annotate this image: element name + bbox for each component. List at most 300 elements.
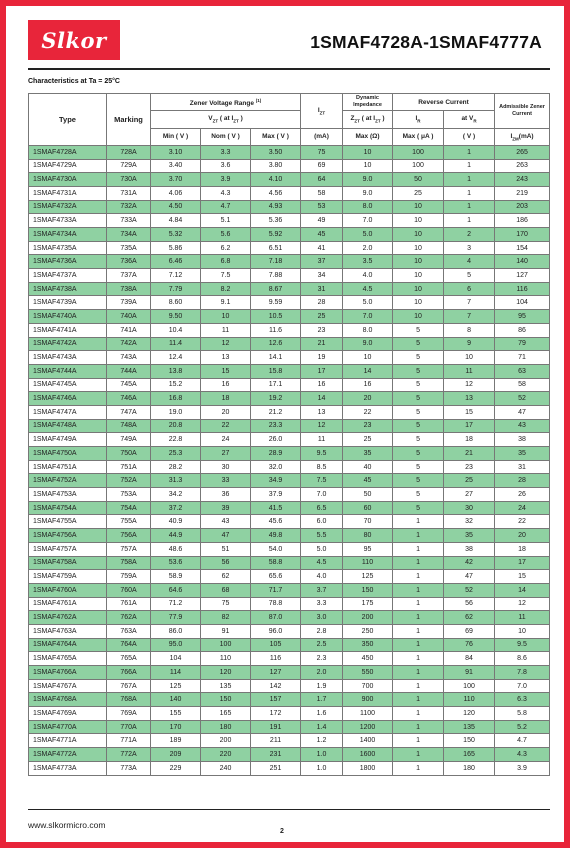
cell-vz-nom: 240 [201,761,251,775]
cell-izt: 3.0 [301,611,343,625]
cell-type: 1SMAF4771A [29,734,107,748]
header-at-vr: at $V_R$ [444,111,495,128]
cell-zzt: 1400 [343,734,393,748]
cell-ir: 10 [393,214,444,228]
cell-type: 1SMAF4772A [29,748,107,762]
cell-izt: 6.5 [301,501,343,515]
cell-vz-min: 189 [151,734,201,748]
cell-marking: 759A [107,570,151,584]
cell-zzt: 95 [343,542,393,556]
table-body [29,145,550,775]
cell-izm: 3.9 [495,761,550,775]
cell-marking: 734A [107,228,151,242]
cell-vz-min: 28.2 [151,460,201,474]
cell-izm: 12 [495,597,550,611]
cell-marking: 763A [107,624,151,638]
cell-type: 1SMAF4745A [29,378,107,392]
cell-vr: 32 [444,515,495,529]
cell-zzt: 1600 [343,748,393,762]
cell-izm: 71 [495,351,550,365]
cell-zzt: 60 [343,501,393,515]
cell-izt: 4.5 [301,556,343,570]
cell-vz-min: 5.32 [151,228,201,242]
cell-izm: 9.5 [495,638,550,652]
cell-ir: 10 [393,310,444,324]
cell-izm: 265 [495,145,550,159]
table-row [29,269,550,283]
cell-marking: 735A [107,241,151,255]
cell-ir: 1 [393,720,444,734]
cell-vz-nom: 100 [201,638,251,652]
header-dynamic-impedance: Dynamic Impedance [343,94,393,111]
cell-zzt: 35 [343,447,393,461]
cell-vz-max: 157 [251,693,301,707]
cell-vr: 38 [444,542,495,556]
cell-izm: 28 [495,474,550,488]
cell-vr: 5 [444,269,495,283]
cell-izt: 7.5 [301,474,343,488]
cell-vz-nom: 30 [201,460,251,474]
cell-izm: 5.8 [495,707,550,721]
cell-vz-nom: 165 [201,707,251,721]
cell-zzt: 175 [343,597,393,611]
table-row [29,419,550,433]
cell-vr: 7 [444,310,495,324]
cell-type: 1SMAF4749A [29,433,107,447]
cell-vr: 42 [444,556,495,570]
cell-vz-nom: 43 [201,515,251,529]
cell-vr: 150 [444,734,495,748]
cell-vz-max: 7.88 [251,269,301,283]
cell-marking: 764A [107,638,151,652]
cell-izt: 1.9 [301,679,343,693]
table-row [29,282,550,296]
table-row [29,310,550,324]
cell-marking: 750A [107,447,151,461]
cell-vr: 1 [444,200,495,214]
cell-vz-min: 4.50 [151,200,201,214]
cell-zzt: 5.0 [343,296,393,310]
cell-type: 1SMAF4752A [29,474,107,488]
cell-vz-nom: 6.2 [201,241,251,255]
cell-zzt: 250 [343,624,393,638]
cell-ir: 5 [393,405,444,419]
cell-vr: 52 [444,583,495,597]
cell-izt: 1.2 [301,734,343,748]
cell-izt: 31 [301,282,343,296]
cell-izm: 15 [495,570,550,584]
cell-izm: 8.6 [495,652,550,666]
cell-vz-min: 5.86 [151,241,201,255]
cell-vz-nom: 9.1 [201,296,251,310]
table-row [29,378,550,392]
unit-izm: $I_{ZM}(mA)$ [495,128,550,145]
cell-izm: 116 [495,282,550,296]
cell-ir: 5 [393,447,444,461]
header-admissible-zener-current: Admissible Zener Current [495,94,550,129]
cell-marking: 762A [107,611,151,625]
cell-izt: 25 [301,310,343,324]
cell-vz-max: 9.59 [251,296,301,310]
unit-izt: (mA) [301,128,343,145]
cell-zzt: 8.0 [343,323,393,337]
cell-ir: 100 [393,145,444,159]
cell-vz-max: 26.0 [251,433,301,447]
cell-vz-min: 19.0 [151,405,201,419]
cell-vz-nom: 56 [201,556,251,570]
header-divider [28,68,550,70]
cell-vz-min: 7.12 [151,269,201,283]
cell-ir: 5 [393,364,444,378]
cell-ir: 50 [393,173,444,187]
cell-vz-max: 71.7 [251,583,301,597]
table-row [29,542,550,556]
cell-vz-max: 37.9 [251,488,301,502]
cell-ir: 5 [393,460,444,474]
table-row [29,488,550,502]
cell-marking: 732A [107,200,151,214]
cell-vz-min: 25.3 [151,447,201,461]
cell-izt: 9.5 [301,447,343,461]
cell-zzt: 70 [343,515,393,529]
cell-vr: 84 [444,652,495,666]
cell-vr: 3 [444,241,495,255]
cell-vz-max: 4.10 [251,173,301,187]
cell-ir: 1 [393,652,444,666]
cell-izm: 154 [495,241,550,255]
cell-marking: 754A [107,501,151,515]
cell-marking: 746A [107,392,151,406]
table-row [29,433,550,447]
cell-izt: 1.6 [301,707,343,721]
cell-izt: 16 [301,378,343,392]
cell-vr: 10 [444,351,495,365]
cell-type: 1SMAF4734A [29,228,107,242]
cell-vz-max: 191 [251,720,301,734]
cell-izt: 13 [301,405,343,419]
table-row [29,679,550,693]
cell-zzt: 50 [343,488,393,502]
cell-type: 1SMAF4770A [29,720,107,734]
cell-vz-nom: 39 [201,501,251,515]
cell-izt: 45 [301,228,343,242]
footer-divider [28,809,550,810]
cell-vz-max: 65.6 [251,570,301,584]
table-row [29,255,550,269]
cell-vr: 2 [444,228,495,242]
cell-vr: 69 [444,624,495,638]
cell-vz-nom: 47 [201,529,251,543]
cell-type: 1SMAF4728A [29,145,107,159]
cell-type: 1SMAF4732A [29,200,107,214]
cell-vz-min: 104 [151,652,201,666]
table-row [29,748,550,762]
cell-zzt: 14 [343,364,393,378]
cell-vz-min: 64.6 [151,583,201,597]
cell-izt: 14 [301,392,343,406]
cell-vz-min: 58.9 [151,570,201,584]
header-vzt: $V_{ZT}$ ( at $I_{ZT}$ ) [151,111,301,128]
cell-type: 1SMAF4765A [29,652,107,666]
cell-ir: 1 [393,638,444,652]
cell-type: 1SMAF4729A [29,159,107,173]
cell-izm: 31 [495,460,550,474]
cell-marking: 742A [107,337,151,351]
cell-izt: 34 [301,269,343,283]
cell-vr: 17 [444,419,495,433]
cell-marking: 738A [107,282,151,296]
table-row [29,186,550,200]
cell-marking: 728A [107,145,151,159]
table-row [29,447,550,461]
cell-marking: 745A [107,378,151,392]
cell-ir: 10 [393,228,444,242]
cell-ir: 1 [393,611,444,625]
table-row [29,159,550,173]
cell-vr: 62 [444,611,495,625]
cell-ir: 5 [393,433,444,447]
cell-vz-nom: 220 [201,748,251,762]
cell-zzt: 25 [343,433,393,447]
cell-ir: 1 [393,556,444,570]
cell-vz-min: 77.9 [151,611,201,625]
cell-vr: 11 [444,364,495,378]
cell-vz-min: 40.9 [151,515,201,529]
cell-zzt: 9.0 [343,173,393,187]
cell-vz-min: 155 [151,707,201,721]
cell-marking: 752A [107,474,151,488]
cell-izm: 20 [495,529,550,543]
unit-nom: Nom ( V ) [201,128,251,145]
cell-izm: 4.3 [495,748,550,762]
cell-zzt: 4.5 [343,282,393,296]
cell-izm: 140 [495,255,550,269]
table-row [29,666,550,680]
cell-marking: 733A [107,214,151,228]
table-row [29,761,550,775]
cell-vz-min: 34.2 [151,488,201,502]
cell-type: 1SMAF4762A [29,611,107,625]
cell-izm: 10 [495,624,550,638]
table-row [29,364,550,378]
cell-vz-nom: 75 [201,597,251,611]
cell-type: 1SMAF4744A [29,364,107,378]
cell-izt: 2.5 [301,638,343,652]
cell-vz-nom: 24 [201,433,251,447]
table-row [29,707,550,721]
cell-izm: 17 [495,556,550,570]
cell-vz-nom: 200 [201,734,251,748]
cell-ir: 1 [393,707,444,721]
cell-ir: 10 [393,255,444,269]
cell-vz-nom: 68 [201,583,251,597]
cell-vz-min: 53.6 [151,556,201,570]
cell-zzt: 20 [343,392,393,406]
cell-vz-max: 172 [251,707,301,721]
cell-izt: 1.7 [301,693,343,707]
cell-vz-min: 114 [151,666,201,680]
cell-vr: 110 [444,693,495,707]
cell-vz-max: 28.9 [251,447,301,461]
cell-vz-max: 58.8 [251,556,301,570]
cell-vz-min: 3.70 [151,173,201,187]
cell-vz-nom: 51 [201,542,251,556]
table-row [29,323,550,337]
cell-vz-min: 13.8 [151,364,201,378]
cell-vz-min: 86.0 [151,624,201,638]
cell-vz-nom: 62 [201,570,251,584]
cell-vz-min: 7.79 [151,282,201,296]
header-zener-voltage-range: Zener Voltage Range $^{(1)}$ [151,94,301,111]
cell-ir: 1 [393,570,444,584]
cell-vz-max: 231 [251,748,301,762]
cell-marking: 767A [107,679,151,693]
brand-logo [28,20,120,60]
cell-ir: 100 [393,159,444,173]
cell-vz-max: 21.2 [251,405,301,419]
cell-zzt: 450 [343,652,393,666]
cell-marking: 761A [107,597,151,611]
cell-type: 1SMAF4754A [29,501,107,515]
cell-vr: 56 [444,597,495,611]
cell-ir: 5 [393,378,444,392]
cell-marking: 756A [107,529,151,543]
cell-zzt: 23 [343,419,393,433]
cell-marking: 772A [107,748,151,762]
cell-vz-min: 15.2 [151,378,201,392]
cell-vz-nom: 16 [201,378,251,392]
cell-marking: 740A [107,310,151,324]
cell-marking: 730A [107,173,151,187]
table-row [29,501,550,515]
cell-zzt: 900 [343,693,393,707]
cell-vz-max: 14.1 [251,351,301,365]
cell-vz-nom: 5.1 [201,214,251,228]
cell-vz-min: 95.0 [151,638,201,652]
unit-min: Min ( V ) [151,128,201,145]
cell-vz-min: 9.50 [151,310,201,324]
cell-vz-max: 49.8 [251,529,301,543]
cell-type: 1SMAF4760A [29,583,107,597]
cell-type: 1SMAF4739A [29,296,107,310]
cell-type: 1SMAF4742A [29,337,107,351]
cell-ir: 10 [393,296,444,310]
cell-ir: 5 [393,501,444,515]
cell-vz-max: 10.5 [251,310,301,324]
cell-izm: 52 [495,392,550,406]
cell-ir: 5 [393,392,444,406]
cell-vz-nom: 7.5 [201,269,251,283]
cell-zzt: 1100 [343,707,393,721]
cell-type: 1SMAF4755A [29,515,107,529]
cell-izt: 19 [301,351,343,365]
cell-type: 1SMAF4764A [29,638,107,652]
cell-vz-nom: 4.3 [201,186,251,200]
cell-vz-min: 12.4 [151,351,201,365]
cell-vz-max: 6.51 [251,241,301,255]
cell-vz-nom: 3.6 [201,159,251,173]
cell-izt: 21 [301,337,343,351]
cell-type: 1SMAF4763A [29,624,107,638]
cell-vz-max: 116 [251,652,301,666]
cell-vr: 180 [444,761,495,775]
cell-zzt: 550 [343,666,393,680]
header-zzt: $Z_{ZT}$ ( at $I_{ZT}$ ) [343,111,393,128]
cell-zzt: 9.0 [343,186,393,200]
cell-vz-max: 19.2 [251,392,301,406]
cell-vz-min: 10.4 [151,323,201,337]
cell-vz-max: 142 [251,679,301,693]
cell-type: 1SMAF4769A [29,707,107,721]
cell-marking: 749A [107,433,151,447]
cell-vz-nom: 120 [201,666,251,680]
cell-vz-min: 229 [151,761,201,775]
cell-vz-min: 16.8 [151,392,201,406]
cell-izt: 3.7 [301,583,343,597]
cell-zzt: 3.5 [343,255,393,269]
cell-vz-min: 8.60 [151,296,201,310]
cell-vz-min: 6.46 [151,255,201,269]
cell-vz-nom: 5.6 [201,228,251,242]
cell-vz-min: 3.40 [151,159,201,173]
cell-izm: 186 [495,214,550,228]
cell-ir: 1 [393,624,444,638]
cell-izm: 127 [495,269,550,283]
table-row [29,638,550,652]
cell-vr: 35 [444,529,495,543]
cell-ir: 5 [393,323,444,337]
cell-izm: 22 [495,515,550,529]
header-izt: $I_{ZT}$ [301,94,343,129]
cell-type: 1SMAF4768A [29,693,107,707]
cell-ir: 10 [393,241,444,255]
cell-marking: 773A [107,761,151,775]
cell-vr: 25 [444,474,495,488]
cell-vz-min: 170 [151,720,201,734]
cell-vz-nom: 91 [201,624,251,638]
cell-ir: 10 [393,200,444,214]
cell-marking: 758A [107,556,151,570]
cell-vr: 100 [444,679,495,693]
cell-marking: 743A [107,351,151,365]
table-row [29,241,550,255]
cell-zzt: 16 [343,378,393,392]
cell-vz-min: 48.6 [151,542,201,556]
cell-ir: 1 [393,666,444,680]
cell-vz-max: 34.9 [251,474,301,488]
cell-vr: 1 [444,214,495,228]
cell-vr: 1 [444,145,495,159]
cell-vr: 27 [444,488,495,502]
cell-zzt: 125 [343,570,393,584]
cell-izt: 69 [301,159,343,173]
cell-vr: 7 [444,296,495,310]
cell-vz-nom: 27 [201,447,251,461]
header-reverse-current: Reverse Current [393,94,495,111]
cell-vz-min: 22.8 [151,433,201,447]
table-row [29,611,550,625]
cell-vz-max: 23.3 [251,419,301,433]
cell-izt: 6.0 [301,515,343,529]
cell-type: 1SMAF4767A [29,679,107,693]
cell-type: 1SMAF4758A [29,556,107,570]
cell-type: 1SMAF4737A [29,269,107,283]
table-row [29,556,550,570]
cell-type: 1SMAF4756A [29,529,107,543]
cell-vr: 47 [444,570,495,584]
cell-type: 1SMAF4743A [29,351,107,365]
cell-vz-nom: 10 [201,310,251,324]
